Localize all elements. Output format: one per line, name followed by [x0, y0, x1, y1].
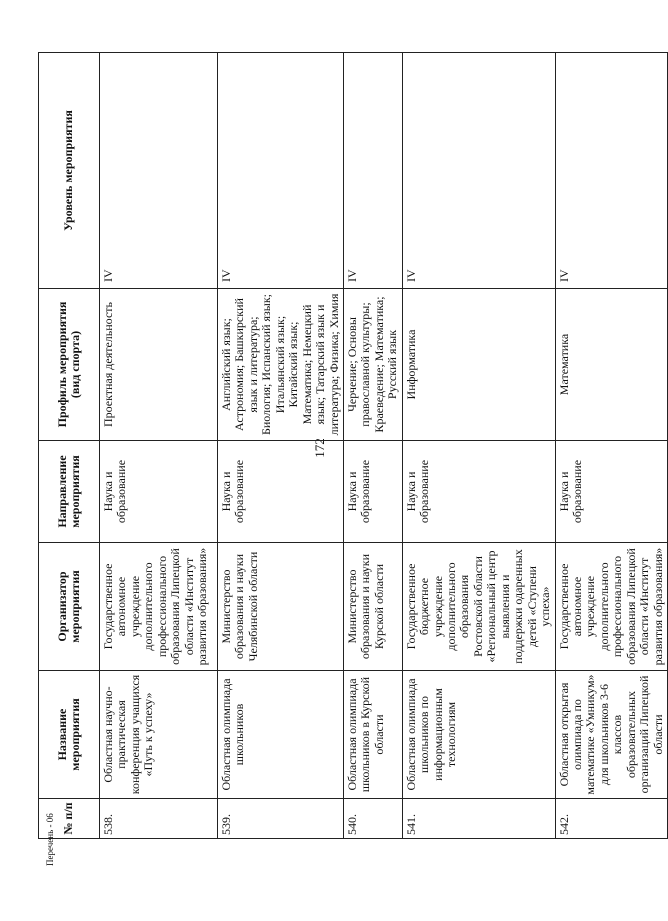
- header-organizer: Организатор мероприятия: [39, 543, 100, 671]
- header-profile: Профиль мероприятия (вид спорта): [39, 289, 100, 441]
- event-direction: Наука и образование: [402, 441, 555, 543]
- event-level: IV: [343, 53, 402, 289]
- event-name: Областная олимпиада школьников по информационным технологиям: [402, 671, 555, 799]
- header-level: Уровень мероприятия: [39, 53, 100, 289]
- event-profile: Английский язык; Астрономия; Башкирский язык и литература; Биология; Испанский язык; Итальянский язык; Китайский язык; Математика; Немецкий язык; Татарский язык и литература; Физика; Химия: [218, 289, 344, 441]
- event-direction: Наука и образование: [218, 441, 344, 543]
- table-row: [100, 53, 218, 839]
- event-level: IV: [218, 53, 344, 289]
- row-number: 538.: [100, 799, 218, 839]
- table-row: [402, 53, 555, 839]
- event-level: IV: [100, 53, 218, 289]
- table-row: [555, 53, 668, 839]
- row-number: 541.: [402, 799, 555, 839]
- rotated-table-frame: [38, 53, 665, 839]
- event-name: Областная олимпиада школьников: [218, 671, 344, 799]
- event-organizer: Министерство образования и науки Челябинской области: [218, 543, 344, 671]
- event-direction: Наука и образование: [555, 441, 668, 543]
- event-profile: Математика: [555, 289, 668, 441]
- event-level: IV: [402, 53, 555, 289]
- page-number: 172: [311, 438, 327, 458]
- table-header-row: [39, 53, 100, 839]
- event-direction: Наука и образование: [343, 441, 402, 543]
- events-table: [38, 52, 668, 839]
- header-direction: Направление мероприятия: [39, 441, 100, 543]
- row-number: 539.: [218, 799, 344, 839]
- event-level: IV: [555, 53, 668, 289]
- header-number: № п/п: [39, 799, 100, 839]
- event-name: Областная научно-практическая конференция учащихся «Путь к успеху»: [100, 671, 218, 799]
- table-row: [218, 53, 344, 839]
- row-number: 540.: [343, 799, 402, 839]
- event-organizer: Государственное автономное учреждение дополнительного профессионального образования Липецкой области «Институт развития образования»: [100, 543, 218, 671]
- event-name: Областная открытая олимпиада по математике «Умникум» для школьников 3-6 классов образовательных организаций Липецкой области: [555, 671, 668, 799]
- event-profile: Информатика: [402, 289, 555, 441]
- event-organizer: Государственное бюджетное учреждение дополнительного образования Ростовской области «Региональный центр выявления и поддержки одаренных детей «Ступени успеха»: [402, 543, 555, 671]
- header-event-name: Название мероприятия: [39, 671, 100, 799]
- event-name: Областная олимпиада школьников в Курской области: [343, 671, 402, 799]
- table-container: [38, 53, 665, 839]
- event-organizer: Государственное автономное учреждение дополнительного профессионального образования Липецкой области «Институт развития образования»: [555, 543, 668, 671]
- footer-note: Перечень - 06: [45, 813, 55, 866]
- event-profile: Черчение; Основы православной культуры; Краеведение; Математика; Русский язык: [343, 289, 402, 441]
- event-direction: Наука и образование: [100, 441, 218, 543]
- table-row: [343, 53, 402, 839]
- row-number: 542.: [555, 799, 668, 839]
- event-profile: Проектная деятельность: [100, 289, 218, 441]
- event-organizer: Министерство образования и науки Курской области: [343, 543, 402, 671]
